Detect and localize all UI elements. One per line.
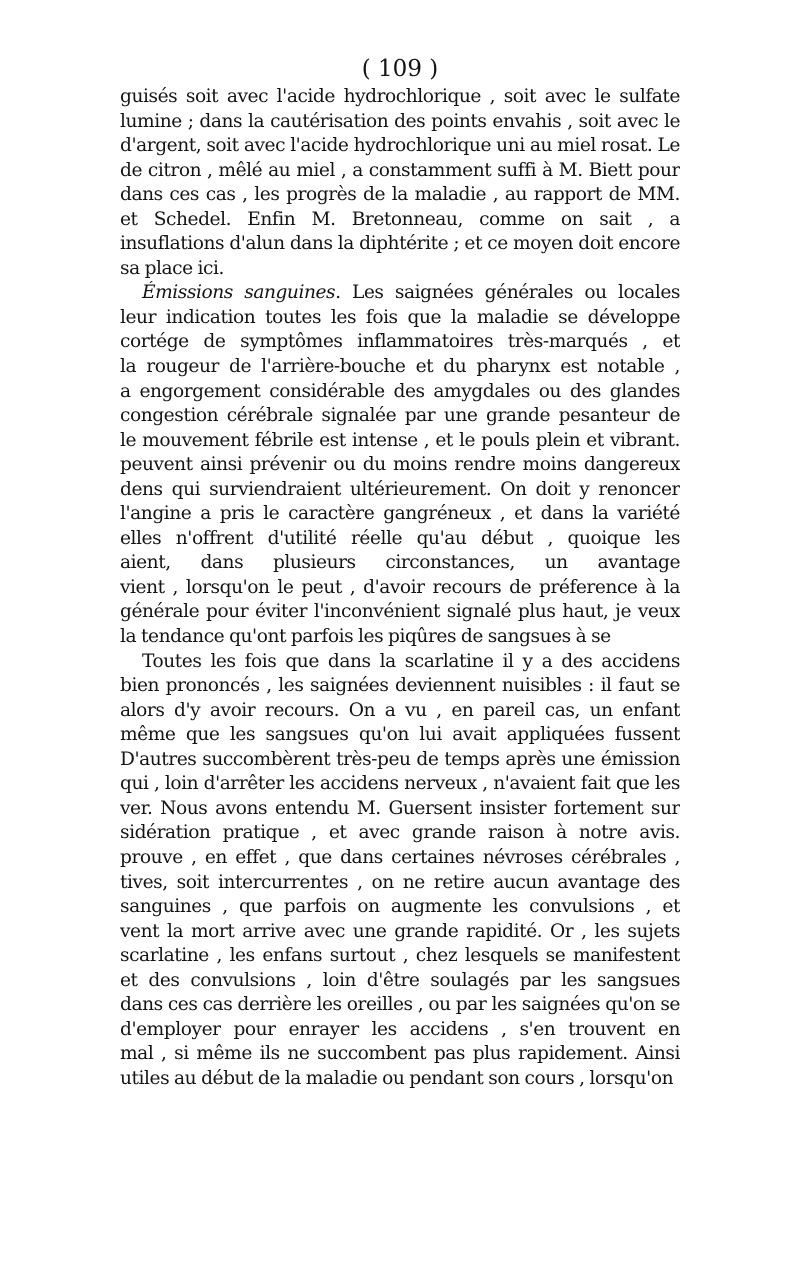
text-line: guisés soit avec l'acide hydrochlorique , soit avec le sulfate [120, 86, 680, 107]
text-line: leur indication toutes les fois que la maladie se développe [120, 306, 680, 328]
text-line: d'argent, soit avec l'acide hydrochlorique uni au miel rosat. Le [120, 135, 680, 157]
text-line: l'angine a pris le caractère gangréneux , et dans la variété [120, 503, 680, 525]
text-line: utiles au début de la maladie ou pendant son cours , lorsqu'on [120, 1067, 674, 1089]
text-line: la rougeur de l'arrière-bouche et du pharynx est notable , [120, 356, 680, 378]
text-line: de citron , mêlé au miel , a constamment suffi à M. Biett pour [120, 159, 680, 181]
text-line: le mouvement fébrile est intense , et le pouls plein et vibrant. [120, 429, 680, 451]
text-line: sanguines , que parfois on augmente les convulsions , et [120, 896, 680, 918]
text-line: peuvent ainsi prévenir ou du moins rendre moins dangereux [120, 454, 680, 476]
text-line: congestion cérébrale signalée par une grande pesanteur de [120, 405, 680, 427]
text-line: prouve , en effet , que dans certaines névroses cérébrales , [120, 846, 680, 868]
text-line: la tendance qu'ont parfois les piqûres de sangsues à se [120, 626, 611, 648]
text-line: mal , si même ils ne succombent pas plus rapidement. Ainsi [120, 1043, 680, 1065]
text-line: ver. Nous avons entendu M. Guersent insister fortement sur [120, 797, 680, 819]
paragraph [120, 85, 680, 281]
text-line: dans ces cas , les progrès de la maladie , au rapport de MM. [120, 184, 680, 206]
page-number: ( 109 ) [361, 56, 439, 82]
text-line: Toutes les fois que dans la scarlatine il y a des accidens [142, 650, 680, 672]
text-line: générale pour éviter l'inconvénient signalé plus haut, je veux [120, 601, 680, 623]
line-text: Les saignées générales ou locales [351, 282, 680, 304]
text-line: et des convulsions , loin d'être soulagés par les sangsues [120, 969, 680, 991]
text-line: elles n'offrent d'utilité réelle qu'au début , quoique les [120, 527, 680, 549]
text-line: vent la mort arrive avec une grande rapidité. Or , les sujets [120, 920, 680, 942]
text-line: et Schedel. Enfin M. Bretonneau, comme on sait , a [120, 208, 680, 230]
text-line: vient , lorsqu'on le peut , d'avoir recours de préference à la [120, 576, 680, 598]
text-line: lumine ; dans la cautérisation des points envahis , soit avec le [120, 110, 680, 132]
text-line: sa place ici. [120, 257, 224, 279]
section-heading: Émissions sanguines. [142, 282, 341, 304]
text-line: même que les sangsues qu'on lui avait appliquées fussent [120, 724, 680, 746]
text-line: dans ces cas derrière les oreilles , ou par les saignées qu'on se [120, 994, 680, 1016]
text-line: alors d'y avoir recours. On a vu , en pareil cas, un enfant [120, 699, 680, 721]
text-line: tives, soit intercurrentes , on ne retire aucun avantage des [120, 871, 680, 893]
text-line: bien prononcés , les saignées deviennent nuisibles : il faut se [120, 675, 680, 697]
text-line [120, 281, 680, 306]
text-line: scarlatine , les enfans surtout , chez lesquels se manifestent [120, 945, 680, 967]
paragraph [120, 281, 680, 649]
text-line: qui , loin d'arrêter les accidens nerveux , n'avaient fait que les [120, 773, 680, 795]
text-line: dens qui surviendraient ultérieurement. On doit y renoncer [120, 478, 680, 500]
text-line: sidération pratique , et avec grande raison à notre avis. [120, 822, 680, 844]
text-line: d'employer pour enrayer les accidens , s'en trouvent en [120, 1018, 680, 1040]
body-text [120, 85, 680, 1091]
text-line: D'autres succombèrent très-peu de temps après une émission [120, 748, 680, 770]
text-line: cortége de symptômes inflammatoires très-marqués , et [120, 331, 680, 353]
text-line: a engorgement considérable des amygdales ou des glandes [120, 380, 680, 402]
text-line: aient, dans plusieurs circonstances, un avantage [120, 552, 680, 574]
paragraph [120, 650, 680, 1092]
text-line: insuflations d'alun dans la diphtérite ; et ce moyen doit encore [120, 233, 680, 255]
